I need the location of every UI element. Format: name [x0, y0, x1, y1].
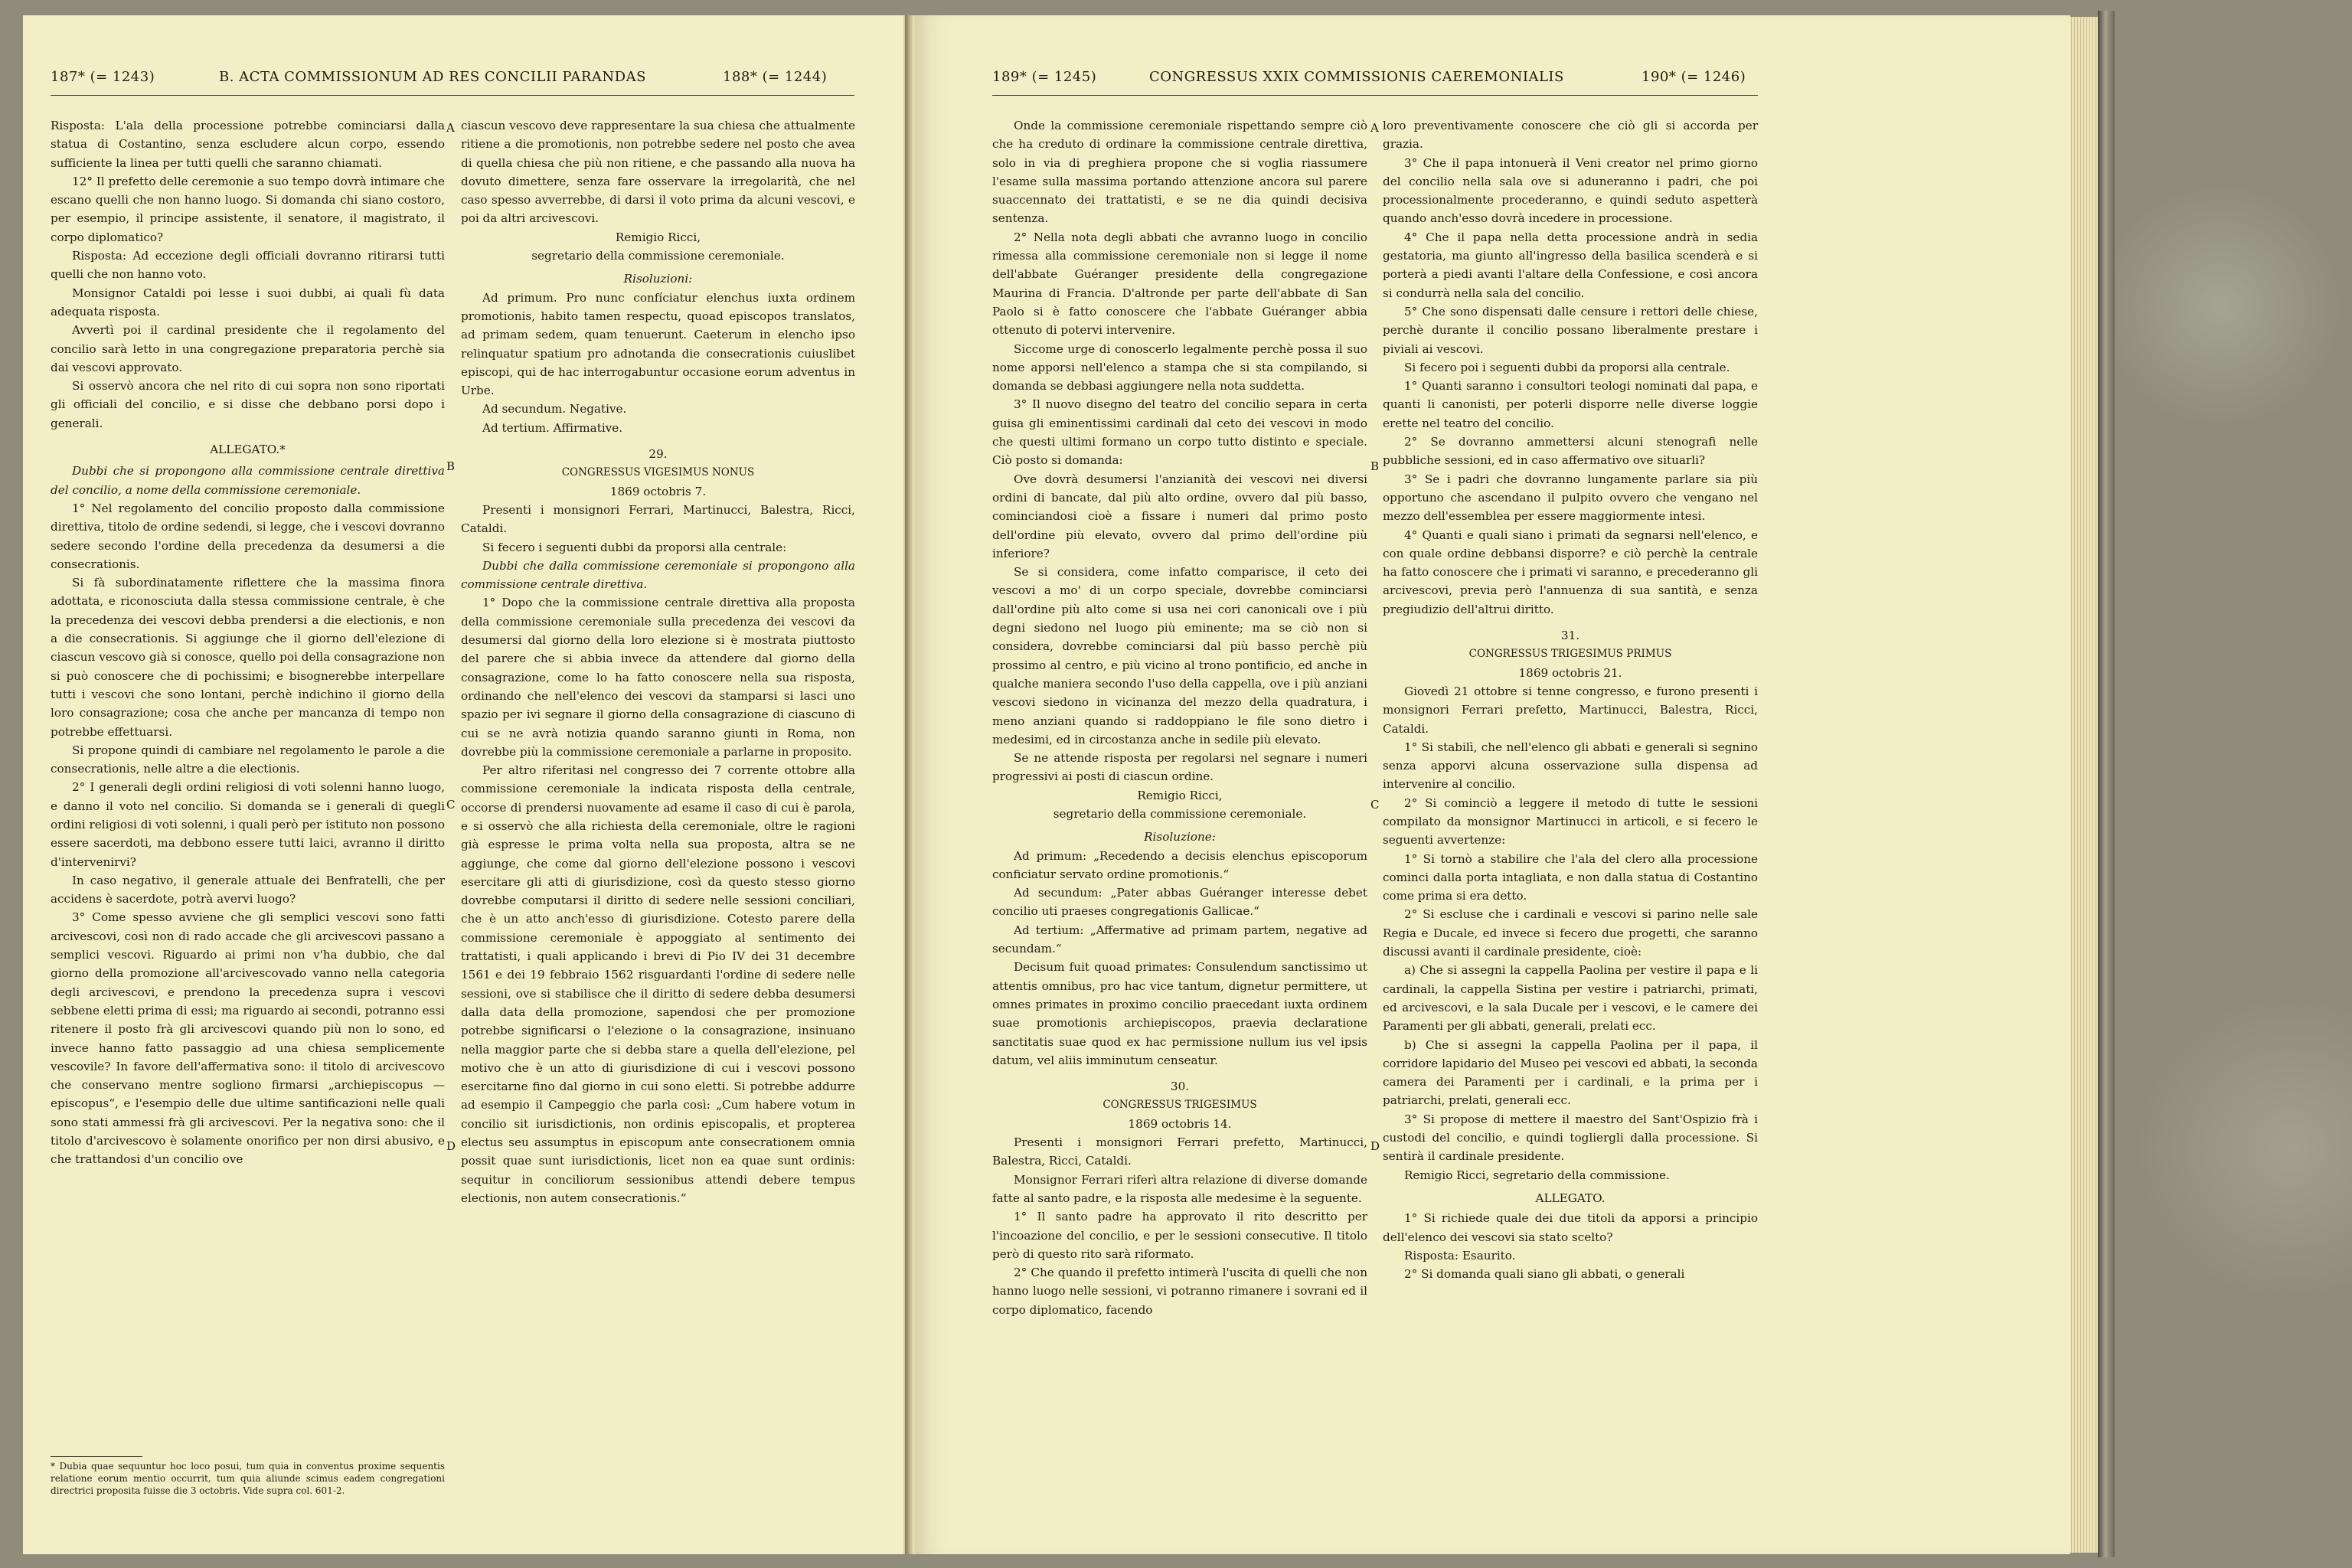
section-heading: ALLEGATO.* — [210, 443, 286, 457]
paragraph: 4° Quanti e quali siano i primati da segnarsi nell'elenco, e con quale ordine debbansi disporre? e ciò perchè la centrale ha fatto conoscere che i primati vi saranno, e precederanno gli arcivescovi, previa però l'annuenza di sua santità, e senza pregiudizio dell'altrui diritto. — [1383, 528, 1758, 616]
book-gutter — [903, 15, 914, 1554]
paragraph: Presenti i monsignori Ferrari, Martinucci, Balestra, Ricci, Cataldi. — [461, 502, 855, 536]
left-page-title: B. ACTA COMMISSIONUM AD RES CONCILII PARANDAS — [219, 69, 646, 85]
paragraph: Giovedì 21 ottobre si tenne congresso, e furono presenti i monsignori Ferrari prefetto, Martinucci, Balestra, Ricci, Cataldi. — [1383, 684, 1758, 736]
left-column-1 — [51, 116, 445, 1169]
paragraph: Risposta: Esaurito. — [1404, 1248, 1516, 1263]
column-marker: B — [1370, 459, 1380, 473]
paragraph: Se si considera, come infatto comparisce, il ceto dei vescovi a mo' di un corpo speciale, dovrebbe cominciarsi dall'ordine più alto come si usa nei cori canonicali ove i più degni siedono nel luogo più eminente; ma se ciò non si considera, dovrebbe cominciarsi dal più basso perchè più prossimo al centro, e più vicino al trono pontificio, ed anche in qualche maniera secondo l'uso della cappella, ove i più anziani vescovi siedono in vicinanza del mezzo della quadratura, i meno anziani quando si raddoppiano le file sono dietro i medesimi, ed in circostanza anche in sedile più elevato. — [992, 565, 1367, 746]
paragraph: Avvertì poi il cardinal presidente che il regolamento del concilio sarà letto in una congregazione preparatoria perchè sia dai vescovi approvato. — [51, 323, 445, 374]
right-page-number-right: 190* (= 1246) — [1642, 69, 1746, 85]
paragraph: Ad primum. Pro nunc confíciatur elenchus iuxta ordinem promotionis, habito tamen respectu, quoad episcopos translatos, ad primam sedem, quam tenuerunt. Caeterum in elencho ipso relinquatur spatium pro adnotanda die consecrationis cuiuslibet episcopi, qui de hac interrogabuntur occasione eorum adventus in Urbe. — [461, 290, 855, 398]
right-page-number-left: 189* (= 1245) — [992, 69, 1097, 85]
paragraph: Si fecero i seguenti dubbi da proporsi alla centrale: — [482, 540, 787, 554]
paragraph: 1° Dopo che la commissione centrale direttiva alla proposta della commissione ceremoniale sulla precedenza dei vescovi da desumersi dal giorno della loro elezione si è mostrata piuttosto del parere che si abbia invece da attendere dal giorno della consagrazione, come lo ha fatto conoscere nella sua risposta, ordinando che nell'elenco dei vescovi da stamparsi si lasci uno spazio per ivi segnare il giorno della consagrazione di ciascuno di cui se ne avrà notizia quando saranno giunti in Roma, non dovrebbe più la commissione ceremoniale a parlarne in proposito. — [461, 596, 855, 759]
resolutions-heading: Risoluzioni: — [623, 272, 693, 286]
paragraph: 2° Si escluse che i cardinali e vescovi si parino nelle sale Regia e Ducale, ed invece si fecero due progetti, che saranno discussi avanti il cardinale presidente, cioè: — [1383, 907, 1758, 959]
signature-name: Remigio Ricci, — [615, 230, 701, 244]
left-column-2 — [461, 116, 855, 1207]
signature-name: Remigio Ricci, — [1137, 788, 1223, 802]
paragraph: Presenti i monsignori Ferrari prefetto, Martinucci, Balestra, Ricci, Cataldi. — [992, 1135, 1367, 1168]
congress-date: 1869 octobris 21. — [1518, 665, 1622, 680]
paragraph: Risposta: L'ala della processione potrebbe cominciarsi dalla statua di Costantino, senza escludere alcun corpo, essendo sufficiente la linea per tutti quelli che saranno chiamati. — [51, 119, 445, 170]
signature-title: segretario della commissione ceremoniale. — [531, 249, 785, 263]
paragraph: 2° Nella nota degli abbati che avranno luogo in concilio rimessa alla commissione ceremoniale non si legge il nome dell'abbate Guéranger presidente della congregazione Maurina di Francia. D'altronde per parte dell'abbate di San Paolo si è fatto conoscere che l'abbate Guéranger abbia ottenuto di potervi intervenire. — [992, 230, 1367, 338]
paragraph: 2° Se dovranno ammettersi alcuni stenografi nelle pubbliche sessioni, ed in caso affermativo ove situarli? — [1383, 435, 1758, 468]
section-subtitle: Dubbi che dalla commissione ceremoniale si propongono alla commissione centrale direttiva. — [461, 558, 855, 592]
paragraph: Decisum fuit quoad primates: Consulendum sanctissimo ut attentis omnibus, pro hac vice tantum, dignetur permittere, ut omnes primates in proximo concilio praecedant iuxta ordinem suae promotionis archiepiscopos, praevia declaratione sanctitatis suae quod ex hac permissione nullum ius vel ipsis datum, vel aliis imminutum censeatur. — [992, 960, 1367, 1067]
section-number: 29. — [648, 447, 668, 462]
paragraph: loro preventivamente conoscere che ciò gli si accorda per grazia. — [1383, 119, 1758, 152]
congress-date: 1869 octobris 7. — [609, 484, 707, 498]
right-column-1 — [992, 116, 1367, 1319]
left-page-number-left: 187* (= 1243) — [51, 69, 155, 85]
paragraph: b) Che si assegni la cappella Paolina per il papa, il corridore lapidario del Museo pei vescovi ed abbati, la seconda camera dei Paramenti per i cardinali, e la prima per i patriarchi, prelati, generali ecc. — [1383, 1037, 1758, 1108]
page-edges — [2069, 17, 2098, 1553]
paragraph: 4° Che il papa nella detta processione andrà in sedia gestatoria, ma giunto all'ingresso della basilica scenderà e si porterà a piedi avanti l'altare della Confessione, e così ancora si condurrà nella sala del concilio. — [1383, 230, 1758, 300]
paragraph: Monsignor Cataldi poi lesse i suoi dubbi, ai quali fù data adequata risposta. — [51, 286, 445, 318]
congress-title: CONGRESSUS VIGESIMUS NONUS — [561, 466, 755, 479]
section-number: 30. — [1170, 1080, 1190, 1094]
column-marker: C — [1370, 798, 1380, 812]
paragraph: 2° Si domanda quali siano gli abbati, o generali — [1404, 1267, 1685, 1282]
left-header-rule — [51, 95, 854, 96]
left-page-number-right: 188* (= 1244) — [723, 69, 828, 85]
paragraph: 1° Si tornò a stabilire che l'ala del clero alla processione cominci dalla porta intagliata, e non dalla statua di Costantino come prima si era detto. — [1383, 851, 1758, 903]
right-header-rule — [992, 95, 1758, 96]
paragraph: 3° Come spesso avviene che gli semplici vescovi sono fatti arcivescovi, così non di rado accade che gli arcivescovi passano a semplici vescovi. Riguardo ai primi non v'ha dubbio, che dal giorno della promozione all'arcivescovado vanno nella categoria degli arcivescovi, e prendono la precedenza supra i vescovi sebbene eletti prima di essi; ma riguardo ai secondi, potranno essi ritenere il posto frà gli arcivescovi quando più non lo sono, ed invece hanno fatto passaggio ad una chiesa semplicemente vescovile? In favore dell'affermativa sono: il titolo di arcivescovo che conservano mentre sogliono firmarsi „archiepiscopus — episcopus“, e l'esempio delle due ultime santificazioni nelle quali sono stati ammessi frà gli arcivescovi. Per la negativa sono: che il titolo d'arcivescovo è solamente onorifico per non dirsi abusivo, e che trattandosi d'un concilio ove — [51, 910, 445, 1167]
signature-title: segretario della commissione ceremoniale. — [1053, 806, 1307, 821]
paragraph: Per altro riferitasi nel congresso dei 7 corrente ottobre alla commissione ceremoniale la indicata risposta della centrale, occorse di prendersi nuovamente ad esame il caso di cui è parola, e si osservò che alla richiesta della ceremoniale, oltre le ragioni già espresse le prima volta nella sua proposta, altra se ne aggiunge, che come dal giorno dell'elezione possono i vescovi esercitare gli atti di giurisdizione, così da questo stesso giorno dovrebbe computarsi il diritto di sedere nelle sessioni conciliari, che è un atto anch'esso di giurisdizione. Cotesto parere della commissione ceremoniale è appoggiato al sentimento dei trattatisti, i quali applicando i brevi di Pio IV dei 31 decembre 1561 e dei 19 febbraio 1562 risguardanti l'ordine di sedere nelle sessioni, ove si stabilisce che il diritto di sedere debba desumersi dalla data della promozione, sapendosi che per promozione potrebbe significarsi o l'elezione o la consagrazione, insinuano nella maggior parte che si debba stare a quella dell'elezione, pel motivo che è un atto di giurisdizione di cui i vescovi possono esercitarne fino dal giorno in cui sono eletti. Si potrebbe addurre ad esempio il Campeggio che parla così: „Cum habere votum in concilio sit iurisdictionis, non ordinis episcopalis, et propterea electus seu assumptus in episcopum ante consecrationem omnia possit quae sunt iurisdictionis, licet non ea quae sunt ordinis: sequitur in conciliorum sessionibus attendi debere tempus electionis, non autem consecrationis.“ — [461, 763, 855, 1205]
paragraph: Ad secundum: „Pater abbas Guéranger interesse debet concilio uti praeses congregationis Gallicae.“ — [992, 886, 1367, 919]
resolution-heading: Risoluzione: — [1144, 830, 1216, 844]
paragraph: ciascun vescovo deve rappresentare la sua chiesa che attualmente ritiene a die promotionis, non potrebbe sedere nel posto che avea di quella chiesa che più non ritiene, e che passando alla nuova ha dovuto dimettere, senza fare osservare la irregolarità, che nel caso spesso avverrebbe, di darsi il voto prima da alcuni vescovi, e poi da altri arcivescovi. — [461, 119, 855, 226]
column-marker: A — [1370, 121, 1379, 135]
footnote: * Dubia quae sequuntur hoc loco posui, tum quia in conventus proxime sequentis relatione eorum mentio occurrit, tum quia aliunde scimus eadem congregationi directrici proposita fuisse die 3 octobris. Vide supra col. 601-2. — [51, 1456, 445, 1497]
paragraph: 3° Se i padri che dovranno lungamente parlare sia più opportuno che ascendano il pulpito ovvero che vengano nel mezzo dell'essemblea per essere maggiormente intesi. — [1383, 472, 1758, 524]
paragraph: Ad primum: „Recedendo a decisis elenchus episcoporum conficiatur servato ordine promotionis.“ — [992, 848, 1367, 881]
congress-title: CONGRESSUS TRIGESIMUS — [1102, 1099, 1257, 1112]
right-page-title: CONGRESSUS XXIX COMMISSIONIS CAEREMONIALIS — [1149, 69, 1564, 85]
section-subtitle: Dubbi che si propongono alla commissione centrale direttiva del concilio, a nome della commissione ceremoniale. — [51, 464, 445, 497]
paragraph: Si propone quindi di cambiare nel regolamento le parole a die consecrationis, nelle altre a die electionis. — [51, 743, 445, 776]
paragraph: 2° Che quando il prefetto intimerà l'uscita di quelli che non hanno luogo nelle sessioni, vi potranno rimanere i sovrani ed il corpo diplomatico, facendo — [992, 1266, 1367, 1317]
paragraph: 1° Il santo padre ha approvato il rito descritto per l'incoazione del concilio, e per le sessioni consecutive. Il titolo però di questo rito sarà riformato. — [992, 1210, 1367, 1261]
paragraph: 12° Il prefetto delle ceremonie a suo tempo dovrà intimare che escano quelli che non hanno luogo. Si domanda chi siano costoro, per esempio, il principe assistente, il senatore, il magistrato, il corpo diplomatico? — [51, 174, 445, 244]
paragraph: 1° Si stabilì, che nell'elenco gli abbati e generali si segnino senza apporvi alcuna osservazione sulla dispensa ad intervenire al concilio. — [1383, 740, 1758, 792]
paragraph: Risposta: Ad eccezione degli officiali dovranno ritirarsi tutti quelli che non hanno voto. — [51, 249, 445, 282]
paragraph: a) Che si assegni la cappella Paolina per vestire il papa e li cardinali, la cappella Sistina per vestire i patriarchi, primati, ed arcivescovi, e la sala Ducale per i vescovi, e le camere dei Paramenti per gli abbati, generali, prelati ecc. — [1383, 963, 1758, 1034]
paragraph: 2° I generali degli ordini religiosi di voti solenni hanno luogo, e danno il voto nel concilio. Si domanda se i generali di quegli ordini religiosi di voti solenni, i quali però per istituto non possono essere sacerdoti, ma debbono essere tutti laici, avranno il diritto d'intervenirvi? — [51, 780, 445, 869]
column-marker: C — [446, 798, 456, 812]
paragraph: Ad tertium. Affirmative. — [482, 420, 623, 435]
paragraph: In caso negativo, il generale attuale dei Benfratelli, che per accidens è sacerdote, potrà avervi luogo? — [51, 873, 445, 906]
paragraph: 3° Il nuovo disegno del teatro del concilio separa in certa guisa gli eminentissimi cardinali dal ceto dei vescovi in modo che questi ultimi formano un corpo tutto distinto e speciale. Ciò posto si domanda: — [992, 397, 1367, 468]
paragraph: 2° Si cominciò a leggere il metodo di tutte le sessioni compilato da monsignor Martinucci in articoli, e si fecero le seguenti avvertenze: — [1383, 795, 1758, 848]
book-cover-edge — [2098, 11, 2115, 1557]
paragraph: Si fà subordinatamente riflettere che la massima finora adottata, e riconosciuta dalla stessa commissione centrale, è che la precedenza dei vescovi debba prendersi a die electionis, e non a die consecrationis. Si aggiunge che il giorno dell'elezione di ciascun vescovo già si conosce, quello poi della consagrazione non si può conoscere che di pochissimi; e bisognerebbe interpellare tutti i vescovi che sono lontani, perchè indichino il giorno della loro consagrazione; cosa che anche per mancanza di tempo non potrebbe effettuarsi. — [51, 576, 445, 739]
paragraph: Ad secundum. Negative. — [482, 402, 627, 416]
paragraph: Se ne attende risposta per regolarsi nel segnare i numeri progressivi ai posti di ciascun ordine. — [992, 751, 1367, 784]
paragraph: 1° Quanti saranno i consultori teologi nominati dal papa, e quanti li canonisti, per poterli disporre nelle diverse loggie erette nel teatro del concilio. — [1383, 379, 1758, 430]
congress-title: CONGRESSUS TRIGESIMUS PRIMUS — [1468, 648, 1672, 661]
column-marker: D — [446, 1139, 456, 1153]
right-column-2 — [1383, 116, 1758, 1283]
paragraph: Onde la commissione ceremoniale rispettando sempre ciò che ha creduto di ordinare la commissione centrale direttiva, solo in via di preghiera propone che si voglia riassumere l'esame sulla massima portando attenzione ancora sul parere suaccennato dei trattatisti, e se ne dia quindi decisiva sentenza. — [992, 119, 1367, 226]
paragraph: Ove dovrà desumersi l'anzianità dei vescovi nei diversi ordini di bancate, dal più alto ordine, ovvero dal più basso, cominciandosi cioè a fissare i numeri dal primo posto dell'ordine più elevato, ovvero dal primo dell'ordine più inferiore? — [992, 472, 1367, 560]
paragraph: 1° Si richiede quale dei due titoli da apporsi a principio dell'elenco dei vescovi sia stato scelto? — [1383, 1211, 1758, 1244]
paragraph: Remigio Ricci, segretario della commissione. — [1404, 1168, 1670, 1182]
column-marker: B — [446, 459, 456, 473]
column-marker: A — [446, 121, 455, 135]
section-heading: ALLEGATO. — [1535, 1191, 1606, 1205]
paragraph: Monsignor Ferrari riferì altra relazione di diverse domande fatte al santo padre, e la risposta alle medesime è la seguente. — [992, 1172, 1367, 1205]
congress-date: 1869 octobris 14. — [1128, 1116, 1232, 1131]
section-number: 31. — [1560, 629, 1580, 643]
right-page — [914, 15, 2070, 1554]
paragraph: 3° Si propose di mettere il maestro del Sant'Ospizio frà i custodi del concilio, e quindi togliergli dalla processione. Si sentirà il cardinale presidente. — [1383, 1112, 1758, 1164]
column-marker: D — [1370, 1139, 1380, 1153]
paragraph: 5° Che sono dispensati dalle censure i rettori delle chiese, perchè durante il concilio possano liberalmente prestare i piviali ai vescovi. — [1383, 304, 1758, 356]
paragraph: Si fecero poi i seguenti dubbi da proporsi alla centrale. — [1404, 360, 1730, 374]
paragraph: 3° Che il papa intonuerà il Veni creator nel primo giorno del concilio nella sala ove si aduneranno i padri, che poi processionalmente procederanno, e quindi seduto aspetterà quando anch'esso dovrà incedere in processione. — [1383, 155, 1758, 226]
paragraph: Ad tertium: „Affermative ad primam partem, negative ad secundam.“ — [992, 923, 1367, 956]
paragraph: 1° Nel regolamento del concilio proposto dalla commissione direttiva, titolo de ordine sedendi, si legge, che i vescovi dovranno sedere secondo l'ordine della precedenza da desumersi a die consecrationis. — [51, 501, 445, 571]
paragraph: Siccome urge di conoscerlo legalmente perchè possa il suo nome apporsi nell'elenco a stampa che si sta compilando, si domanda se debbasi aggiungere nella nota suddetta. — [992, 341, 1367, 394]
paragraph: Si osservò ancora che nel rito di cui sopra non sono riportati gli officiali del concilio, e si disse che debbano porsi dopo i generali. — [51, 379, 445, 430]
left-page — [23, 15, 905, 1554]
